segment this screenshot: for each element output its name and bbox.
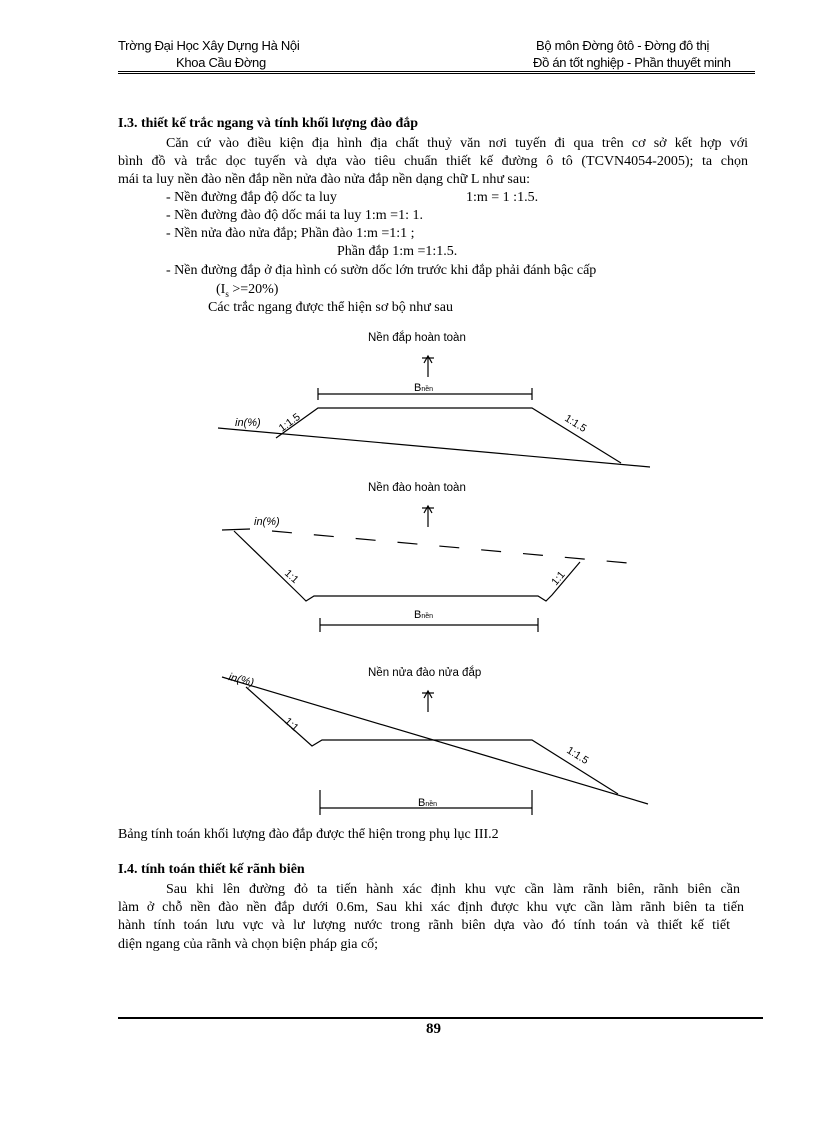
header-school: Trờng Đại Học Xây Dựng Hà Nội [118, 38, 300, 53]
cut-outline [234, 531, 580, 601]
fig2-left-slope: 1:1 [281, 567, 301, 587]
fig3-ground-slope: in(%) [227, 671, 256, 690]
list-item-fill-value: 1:m = 1 :1.5. [466, 190, 539, 205]
section-i3-para-line3: mái ta luy nền đào nền đắp nền nửa đào nửa đắp nền dạng chữ L như sau: [118, 172, 530, 187]
fig3-cut-slope: 1:1 [281, 715, 301, 735]
section-i3-heading: I.3. thiết kế trắc ngang và tính khối lượng đào đắp [118, 116, 419, 131]
section-i4-para-line4: diện ngang của rãnh và chọn biện pháp gia cố; [118, 937, 379, 952]
cross-section-figures [0, 310, 816, 830]
page-number: 89 [426, 1021, 441, 1037]
fig2-ground-slope: in(%) [254, 516, 280, 528]
fig1-title: Nền đắp hoàn toàn [368, 332, 466, 344]
figures-intro: Các trắc ngang được thể hiện sơ bộ như sau [208, 300, 453, 315]
condition-suffix: >=20%) [228, 282, 279, 297]
fig3-fill-slope: 1:1.5 [564, 744, 591, 767]
list-item-cut: - Nền đường đào độ dốc mái ta luy 1:m =1: 1. [166, 208, 423, 223]
section-i4-para-line3: hành tính toán lưu vực và lư lượng nước trong rãnh biên dựa vào đó tính toán và thiết kế tiết [118, 918, 730, 933]
ground-dashed-line [272, 531, 628, 563]
fig2-title: Nền đào hoàn toàn [368, 482, 466, 494]
fig1-width-label: Bnền [414, 382, 434, 394]
fig3-width-label: Bnền [418, 797, 438, 809]
header-divider-top [118, 71, 755, 72]
condition-subscript: s [225, 288, 229, 299]
header-project: Đồ án tốt nghiệp - Phần thuyết minh [533, 55, 731, 70]
fig1-ground-slope: in(%) [235, 417, 261, 429]
fill-section-drawing [218, 356, 650, 467]
header-divider-bottom [118, 73, 755, 74]
header-department: Bộ môn Đờng ôtô - Đờng đô thị [536, 38, 710, 53]
list-item-benching-condition [216, 282, 278, 299]
table-reference-note: Bảng tính toán khối lượng đào đắp được thể hiện trong phụ lục III.2 [118, 827, 499, 842]
fig1-left-slope: 1:1.5 [276, 410, 303, 435]
header-faculty: Khoa Cầu Đờng [176, 55, 266, 70]
section-i4-heading: I.4. tính toán thiết kế rãnh biên [118, 862, 305, 877]
fig2-right-slope: 1:1 [549, 569, 568, 588]
list-item-benching: - Nền đường đắp ở địa hình có sườn dốc lớn trước khi đắp phải đánh bậc cấp [166, 263, 597, 278]
fig2-width-label: Bnền [414, 609, 434, 621]
section-i3-para-line1: Căn cứ vào điều kiện địa hình địa chất thuỷ văn nơi tuyến đi qua trên cơ sở kết hợp với [166, 136, 748, 151]
section-i4-para-line1: Sau khi lên đường đỏ ta tiến hành xác định khu vực cần làm rãnh biên, rãnh biên cần [166, 882, 740, 897]
section-i3-para-line2: bình đồ và trắc dọc tuyến và dựa vào tiêu chuẩn thiết kế đường ô tô (TCVN4054-2005); ta chọn [118, 154, 748, 169]
footer-divider [118, 1017, 763, 1019]
list-item-half: - Nền nửa đào nửa đắp; Phần đào 1:m =1:1 ; [166, 226, 415, 241]
half-section-drawing [222, 677, 648, 815]
condition-prefix: (I [216, 282, 226, 297]
list-item-half-fill: Phần đắp 1:m =1:1.5. [337, 244, 458, 259]
fig3-title: Nền nửa đào nửa đắp [368, 667, 482, 679]
list-item-fill-label: - Nền đường đắp độ dốc ta luy [166, 190, 337, 205]
section-i4-para-line2: làm ở chỗ nền đào nền đắp dưới 0.6m, Sau khi xác định được khu vực cần làm rãnh biên ta tiến [118, 900, 744, 915]
fig1-right-slope: 1:1.5 [562, 412, 589, 435]
